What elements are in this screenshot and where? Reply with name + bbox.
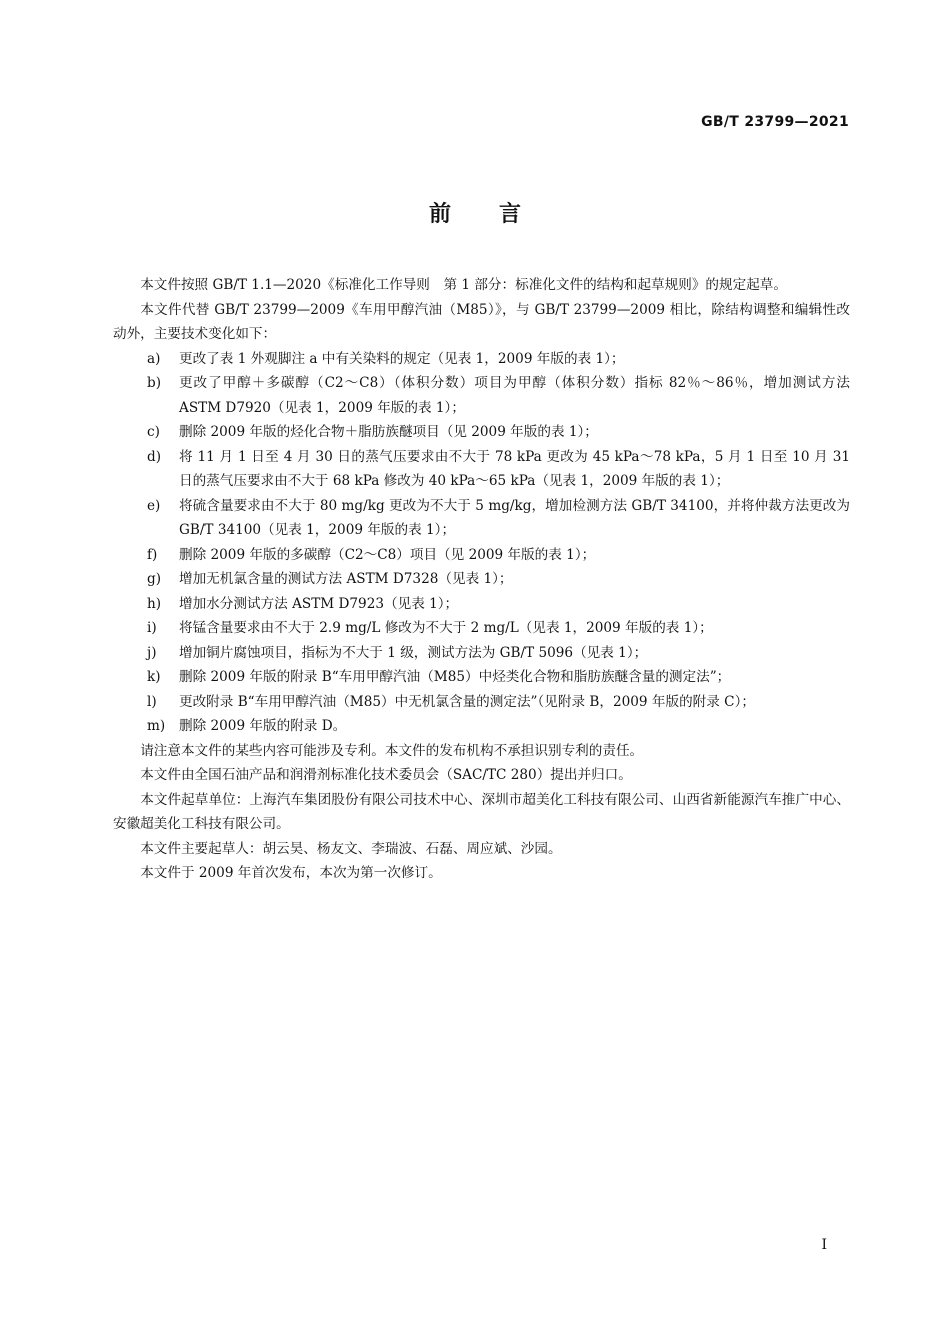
list-item-label: b) [147, 375, 162, 391]
paragraph-committee: 本文件由全国石油产品和润滑剂标准化技术委员会（SAC/TC 280）提出并归口。 [140, 767, 632, 783]
list-item-text: 将锰含量要求由不大于 2.9 mg/L 修改为不大于 2 mg/L（见表 1，2009 年版的表 1）； [179, 620, 713, 636]
list-item-label: j) [147, 644, 157, 661]
changes-list [113, 347, 850, 739]
list-item-text: 删除 2009 年版的烃化合物＋脂肪族醚项目（见 2009 年版的表 1）； [179, 424, 598, 440]
list-item-text: 更改附录 B“车用甲醇汽油（M85）中无机氯含量的测定法”（见附录 B，2009 年版的附录 C）； [179, 693, 755, 710]
list-item-label: l) [147, 693, 157, 710]
list-item [113, 420, 850, 445]
paragraph-drafting-units: 本文件起草单位：上海汽车集团股份有限公司技术中心、深圳市超美化工科技有限公司、山西省新能源汽车推广中心、安徽超美化工科技有限公司。 [113, 791, 850, 832]
list-item [113, 714, 850, 739]
list-item [113, 494, 850, 543]
paragraph-replacement: 本文件代替 GB/T 23799—2009《车用甲醇汽油（M85）》，与 GB/T 23799—2009 相比，除结构调整和编辑性改动外，主要技术变化如下： [113, 301, 850, 342]
list-item-label: c) [147, 424, 160, 440]
list-item-label: k) [147, 669, 161, 685]
document-body [113, 273, 850, 886]
list-item [113, 371, 850, 420]
list-item-text: 增加水分测试方法 ASTM D7923（见表 1）； [179, 595, 459, 612]
list-item [113, 347, 850, 372]
page-title: 前言 [428, 202, 569, 227]
list-item-label: h) [147, 595, 162, 612]
list-item-text: 删除 2009 年版的多碳醇（C2～C8）项目（见 2009 年版的表 1）； [179, 546, 596, 563]
list-item-label: m) [147, 718, 166, 734]
page-number: I [821, 1237, 827, 1253]
list-item-label: d) [147, 448, 162, 465]
list-item-text: 删除 2009 年版的附录 B“车用甲醇汽油（M85）中烃类化合物和脂肪族醚含量的测定法”； [179, 669, 731, 685]
list-item-label: e) [147, 497, 161, 514]
list-item-text: 更改了表 1 外观脚注 a 中有关染料的规定（见表 1，2009 年版的表 1）； [179, 350, 625, 367]
list-item [113, 567, 850, 592]
list-item-label: f) [147, 546, 158, 563]
paragraph-patent-notice: 请注意本文件的某些内容可能涉及专利。本文件的发布机构不承担识别专利的责任。 [140, 742, 644, 759]
list-item-text: 将硫含量要求由不大于 80 mg/kg 更改为不大于 5 mg/kg，增加检测方法 GB/T 34100，并将仲裁方法更改为 GB/T 34100（见表 1，2009 年版的表 1）； [179, 497, 850, 538]
list-item [113, 665, 850, 690]
list-item-text: 删除 2009 年版的附录 D。 [179, 718, 347, 734]
paragraph-drafters: 本文件主要起草人：胡云昊、杨友文、李瑞波、石磊、周应斌、沙园。 [140, 840, 562, 857]
list-item [113, 592, 850, 617]
list-item [113, 543, 850, 568]
list-item-text: 增加铜片腐蚀项目，指标为不大于 1 级，测试方法为 GB/T 5096（见表 1）； [179, 644, 648, 661]
list-item-label: i) [147, 620, 157, 636]
list-item [113, 445, 850, 494]
list-item-text: 增加无机氯含量的测试方法 ASTM D7328（见表 1）； [179, 571, 513, 587]
list-item [113, 641, 850, 666]
standard-number: GB/T 23799—2021 [701, 114, 849, 130]
list-item [113, 690, 850, 715]
list-item-text: 将 11 月 1 日至 4 月 30 日的蒸气压要求由不大于 78 kPa 更改为 45 kPa～78 kPa，5 月 1 日至 10 月 31 日的蒸气压要求由不大于 68 kPa 修改为 40 kPa～65 kPa（见表 1，2009 年版的表 1）； [179, 448, 850, 489]
list-item-label: g) [147, 571, 162, 587]
list-item-text: 更改了甲醇＋多碳醇（C2～C8）（体积分数）项目为甲醇（体积分数）指标 82％～86％，增加测试方法 ASTM D7920（见表 1，2009 年版的表 1）； [179, 375, 850, 416]
paragraph-history: 本文件于 2009 年首次发布，本次为第一次修订。 [140, 865, 442, 881]
paragraph-drafting-rules: 本文件按照 GB/T 1.1—2020《标准化工作导则 第 1 部分：标准化文件的结构和起草规则》的规定起草。 [140, 277, 787, 293]
list-item [113, 616, 850, 641]
list-item-label: a) [147, 350, 161, 367]
